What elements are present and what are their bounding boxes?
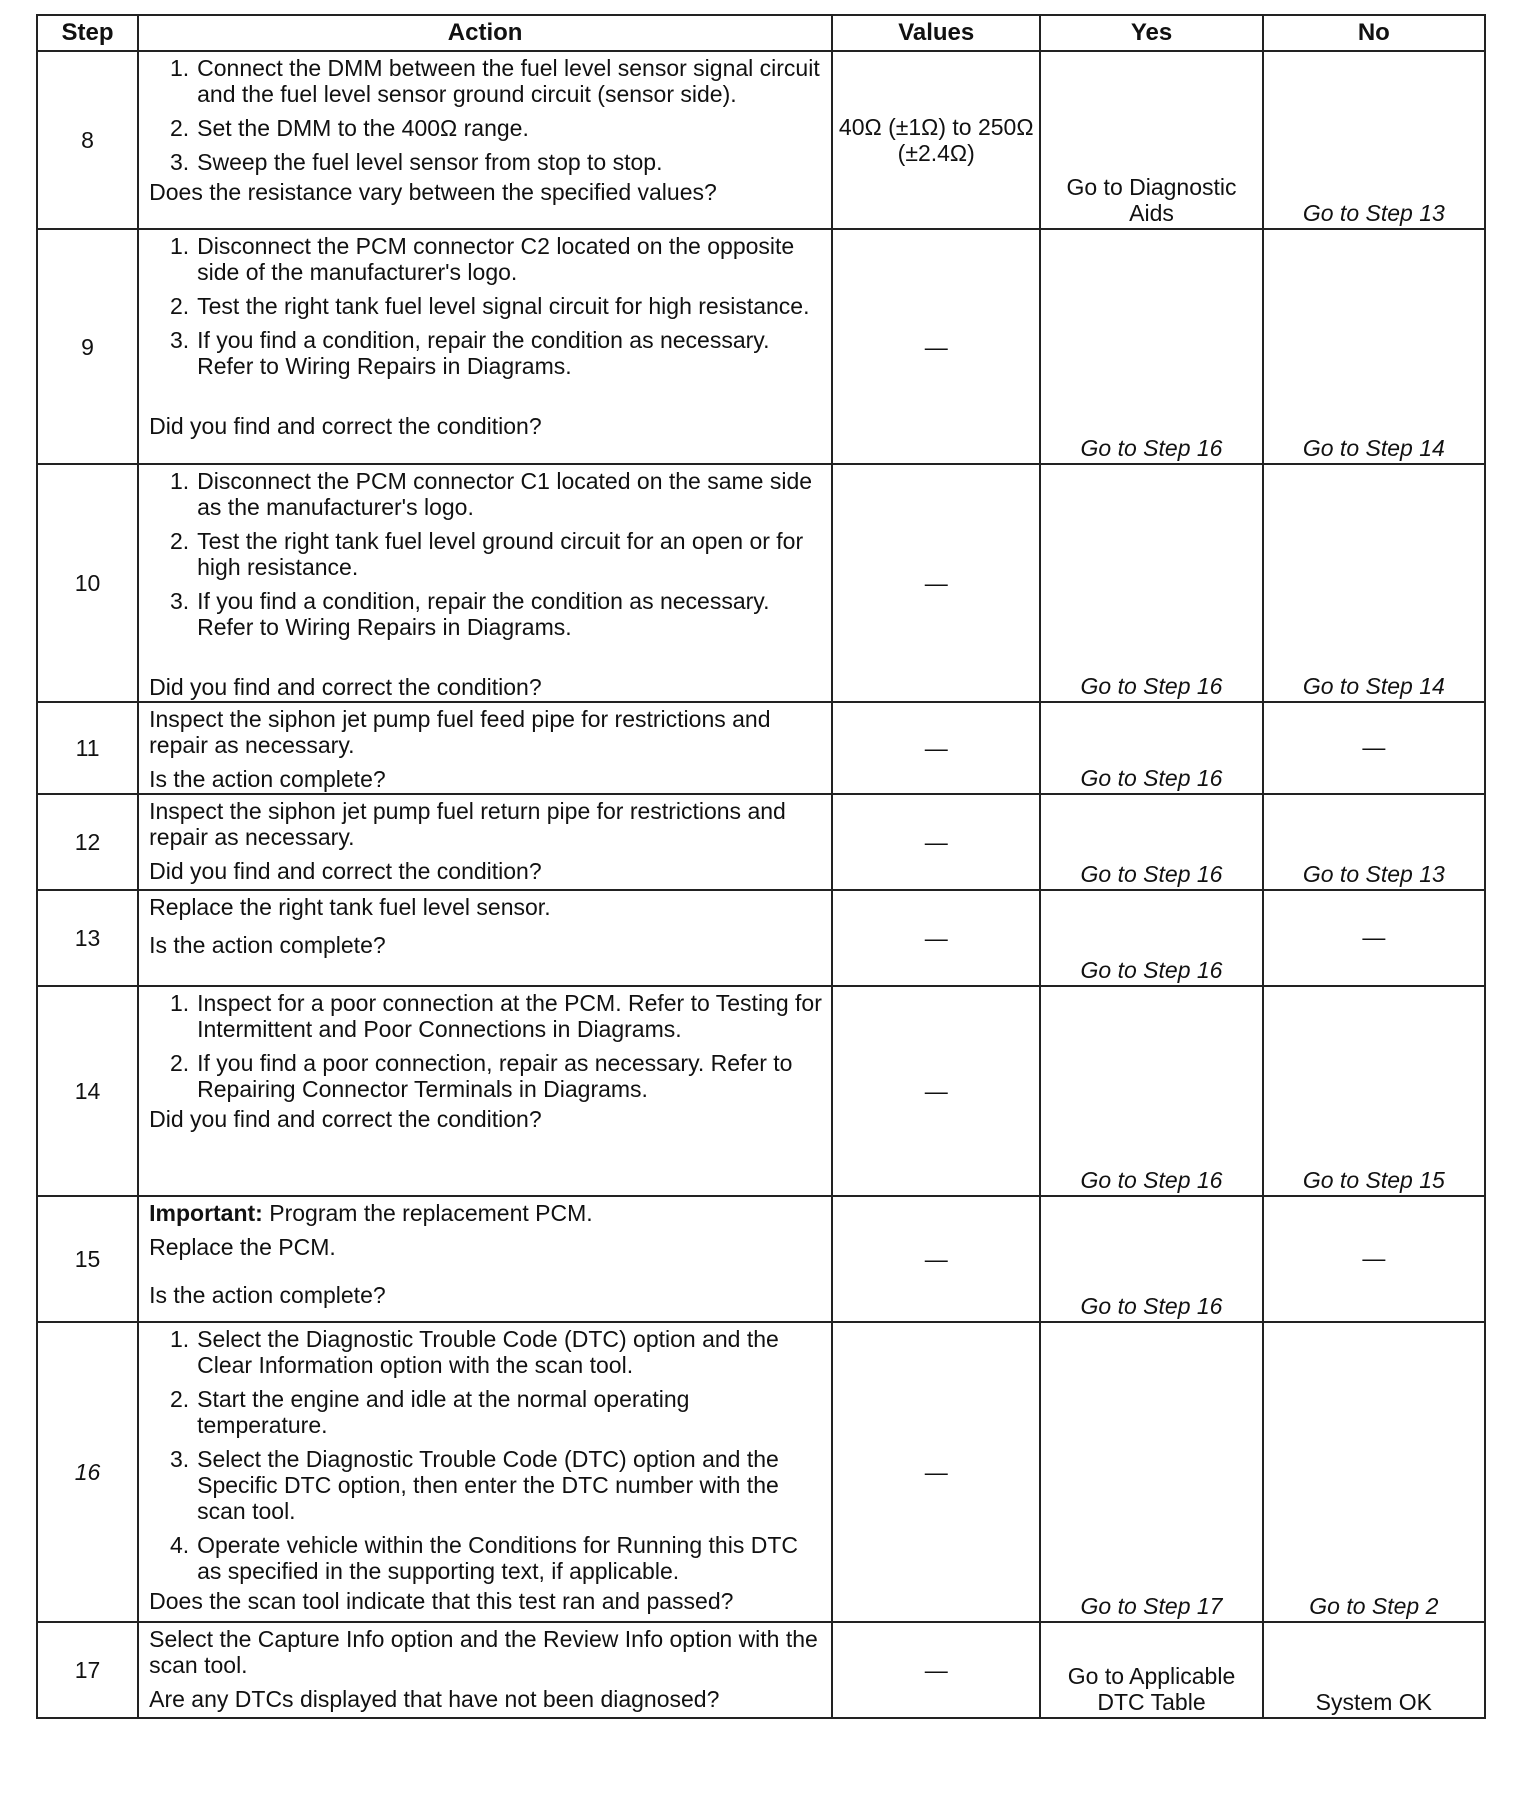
action-cell [138, 51, 832, 229]
step-number: 13 [37, 890, 138, 986]
step-number: 15 [37, 1196, 138, 1322]
action-cell [138, 464, 832, 702]
header-yes: Yes [1040, 15, 1262, 51]
action-question: Are any DTCs displayed that have not been diagnosed? [149, 1686, 720, 1712]
action-item-text: If you find a condition, repair the condition as necessary. Refer to Wiring Repairs in Diagrams. [197, 327, 770, 379]
action-item-text: Sweep the fuel level sensor from stop to stop. [197, 149, 663, 175]
no-cell: Go to Step 14 [1263, 464, 1485, 702]
values-cell: — [832, 986, 1040, 1196]
action-question: Does the scan tool indicate that this test ran and passed? [149, 1588, 734, 1614]
action-question: Did you find and correct the condition? [149, 1106, 542, 1132]
action-question: Did you find and correct the condition? [149, 413, 542, 439]
table-row [37, 1622, 1485, 1718]
step-number: 10 [37, 464, 138, 702]
header-values: Values [832, 15, 1040, 51]
action-item-text: Inspect for a poor connection at the PCM. Refer to Testing for Intermittent and Poor Connections in Diagrams. [197, 990, 822, 1042]
table-row [37, 1322, 1485, 1622]
action-item: 2. Set the DMM to the 400Ω range. [169, 115, 529, 141]
step-number: 8 [37, 51, 138, 229]
action-text: Select the Capture Info option and the Review Info option with the scan tool. [149, 1626, 818, 1678]
important-label: Important: [149, 1200, 263, 1226]
action-item-text: Start the engine and idle at the normal operating temperature. [197, 1386, 690, 1438]
values-cell: — [832, 229, 1040, 464]
action-cell [138, 229, 832, 464]
no-cell: — [1263, 702, 1485, 794]
yes-cell: Go to Step 16 [1040, 986, 1262, 1196]
header-action: Action [138, 15, 832, 51]
diagnostic-table [36, 14, 1486, 1719]
action-question: Is the action complete? [149, 932, 386, 958]
important-note [149, 1200, 823, 1226]
action-item: 1. Disconnect the PCM connector C1 located on the same side as the manufacturer's logo. [169, 468, 813, 520]
values-cell: — [832, 1196, 1040, 1322]
no-cell: System OK [1263, 1622, 1485, 1718]
step-number: 9 [37, 229, 138, 464]
yes-cell: Go to Step 16 [1040, 1196, 1262, 1322]
no-cell: Go to Step 2 [1263, 1322, 1485, 1622]
action-item-text: Select the Diagnostic Trouble Code (DTC) option and the Clear Information option with the scan tool. [197, 1326, 779, 1378]
action-text: Replace the PCM. [149, 1234, 336, 1260]
action-cell [138, 1622, 832, 1718]
no-cell: Go to Step 13 [1263, 794, 1485, 890]
yes-cell: Go to Diagnostic Aids [1040, 51, 1262, 229]
values-cell: — [832, 1622, 1040, 1718]
step-number: 14 [37, 986, 138, 1196]
action-item: 2. Start the engine and idle at the normal operating temperature. [169, 1386, 690, 1438]
action-item: 3. If you find a condition, repair the condition as necessary. Refer to Wiring Repairs in Diagrams. [169, 588, 770, 640]
action-text: Inspect the siphon jet pump fuel feed pipe for restrictions and repair as necessary. [149, 706, 771, 758]
action-item: 2. Test the right tank fuel level signal circuit for high resistance. [169, 293, 810, 319]
yes-cell: Go to Step 16 [1040, 890, 1262, 986]
action-item-text: Select the Diagnostic Trouble Code (DTC) option and the Specific DTC option, then enter the DTC number with the scan tool. [197, 1446, 779, 1524]
step-number: 11 [37, 702, 138, 794]
action-text: Replace the right tank fuel level sensor. [149, 894, 551, 920]
table-row [37, 51, 1485, 229]
no-cell: — [1263, 1196, 1485, 1322]
action-question: Does the resistance vary between the specified values? [149, 179, 717, 205]
yes-cell: Go to Step 16 [1040, 229, 1262, 464]
values-cell: — [832, 702, 1040, 794]
action-item-text: Operate vehicle within the Conditions for Running this DTC as specified in the supporting text, if applicable. [197, 1532, 798, 1584]
action-item: 3. Select the Diagnostic Trouble Code (DTC) option and the Specific DTC option, then enter the DTC number with the scan tool. [169, 1446, 779, 1524]
yes-cell: Go to Step 16 [1040, 464, 1262, 702]
table-row [37, 794, 1485, 890]
table-row [37, 890, 1485, 986]
action-item: 4. Operate vehicle within the Conditions for Running this DTC as specified in the supporting text, if applicable. [169, 1532, 798, 1584]
yes-cell: Go to Step 17 [1040, 1322, 1262, 1622]
action-item-text: Disconnect the PCM connector C2 located on the opposite side of the manufacturer's logo. [197, 233, 795, 285]
values-cell: — [832, 794, 1040, 890]
action-item: 1. Inspect for a poor connection at the PCM. Refer to Testing for Intermittent and Poor Connections in Diagrams. [169, 990, 822, 1042]
action-item: 2. If you find a poor connection, repair as necessary. Refer to Repairing Connector Terminals in Diagrams. [169, 1050, 793, 1102]
header-no: No [1263, 15, 1485, 51]
values-cell: 40Ω (±1Ω) to 250Ω (±2.4Ω) [832, 51, 1040, 229]
table-row [37, 1196, 1485, 1322]
action-cell [138, 794, 832, 890]
important-text: Program the replacement PCM. [269, 1200, 593, 1226]
table-header-row [37, 15, 1485, 51]
step-number: 17 [37, 1622, 138, 1718]
action-item-text: If you find a poor connection, repair as necessary. Refer to Repairing Connector Terminals in Diagrams. [197, 1050, 793, 1102]
values-cell: — [832, 890, 1040, 986]
action-item-text: Test the right tank fuel level ground circuit for an open or for high resistance. [197, 528, 804, 580]
action-question: Is the action complete? [149, 1282, 386, 1308]
action-item-text: Set the DMM to the 400Ω range. [197, 115, 529, 141]
table-row [37, 229, 1485, 464]
yes-cell: Go to Step 16 [1040, 794, 1262, 890]
action-question: Did you find and correct the condition? [149, 674, 542, 700]
action-cell [138, 890, 832, 986]
step-number: 16 [37, 1322, 138, 1622]
table-row [37, 986, 1485, 1196]
table-row [37, 702, 1485, 794]
no-cell: Go to Step 14 [1263, 229, 1485, 464]
action-cell [138, 1196, 832, 1322]
no-cell: Go to Step 15 [1263, 986, 1485, 1196]
action-cell [138, 986, 832, 1196]
header-step: Step [37, 15, 138, 51]
yes-cell: Go to Step 16 [1040, 702, 1262, 794]
yes-cell: Go to Applicable DTC Table [1040, 1622, 1262, 1718]
action-item-text: Test the right tank fuel level signal circuit for high resistance. [197, 293, 810, 319]
action-item-text: Connect the DMM between the fuel level sensor signal circuit and the fuel level sensor ground circuit (sensor side). [197, 55, 820, 107]
action-cell [138, 702, 832, 794]
action-item: 1. Disconnect the PCM connector C2 located on the opposite side of the manufacturer's logo. [169, 233, 795, 285]
action-item: 3. If you find a condition, repair the condition as necessary. Refer to Wiring Repairs in Diagrams. [169, 327, 770, 379]
action-item: 3. Sweep the fuel level sensor from stop to stop. [169, 149, 663, 175]
action-question: Did you find and correct the condition? [149, 858, 542, 884]
action-cell [138, 1322, 832, 1622]
action-item-text: If you find a condition, repair the condition as necessary. Refer to Wiring Repairs in Diagrams. [197, 588, 770, 640]
action-item: 1. Connect the DMM between the fuel level sensor signal circuit and the fuel level sensor ground circuit (sensor side). [169, 55, 820, 107]
action-item-text: Disconnect the PCM connector C1 located on the same side as the manufacturer's logo. [197, 468, 813, 520]
no-cell: Go to Step 13 [1263, 51, 1485, 229]
values-cell: — [832, 1322, 1040, 1622]
no-cell: — [1263, 890, 1485, 986]
action-item: 2. Test the right tank fuel level ground circuit for an open or for high resistance. [169, 528, 804, 580]
step-number: 12 [37, 794, 138, 890]
action-text: Inspect the siphon jet pump fuel return pipe for restrictions and repair as necessary. [149, 798, 786, 850]
table-row [37, 464, 1485, 702]
action-item: 1. Select the Diagnostic Trouble Code (DTC) option and the Clear Information option with the scan tool. [169, 1326, 779, 1378]
action-question: Is the action complete? [149, 766, 386, 792]
values-cell: — [832, 464, 1040, 702]
